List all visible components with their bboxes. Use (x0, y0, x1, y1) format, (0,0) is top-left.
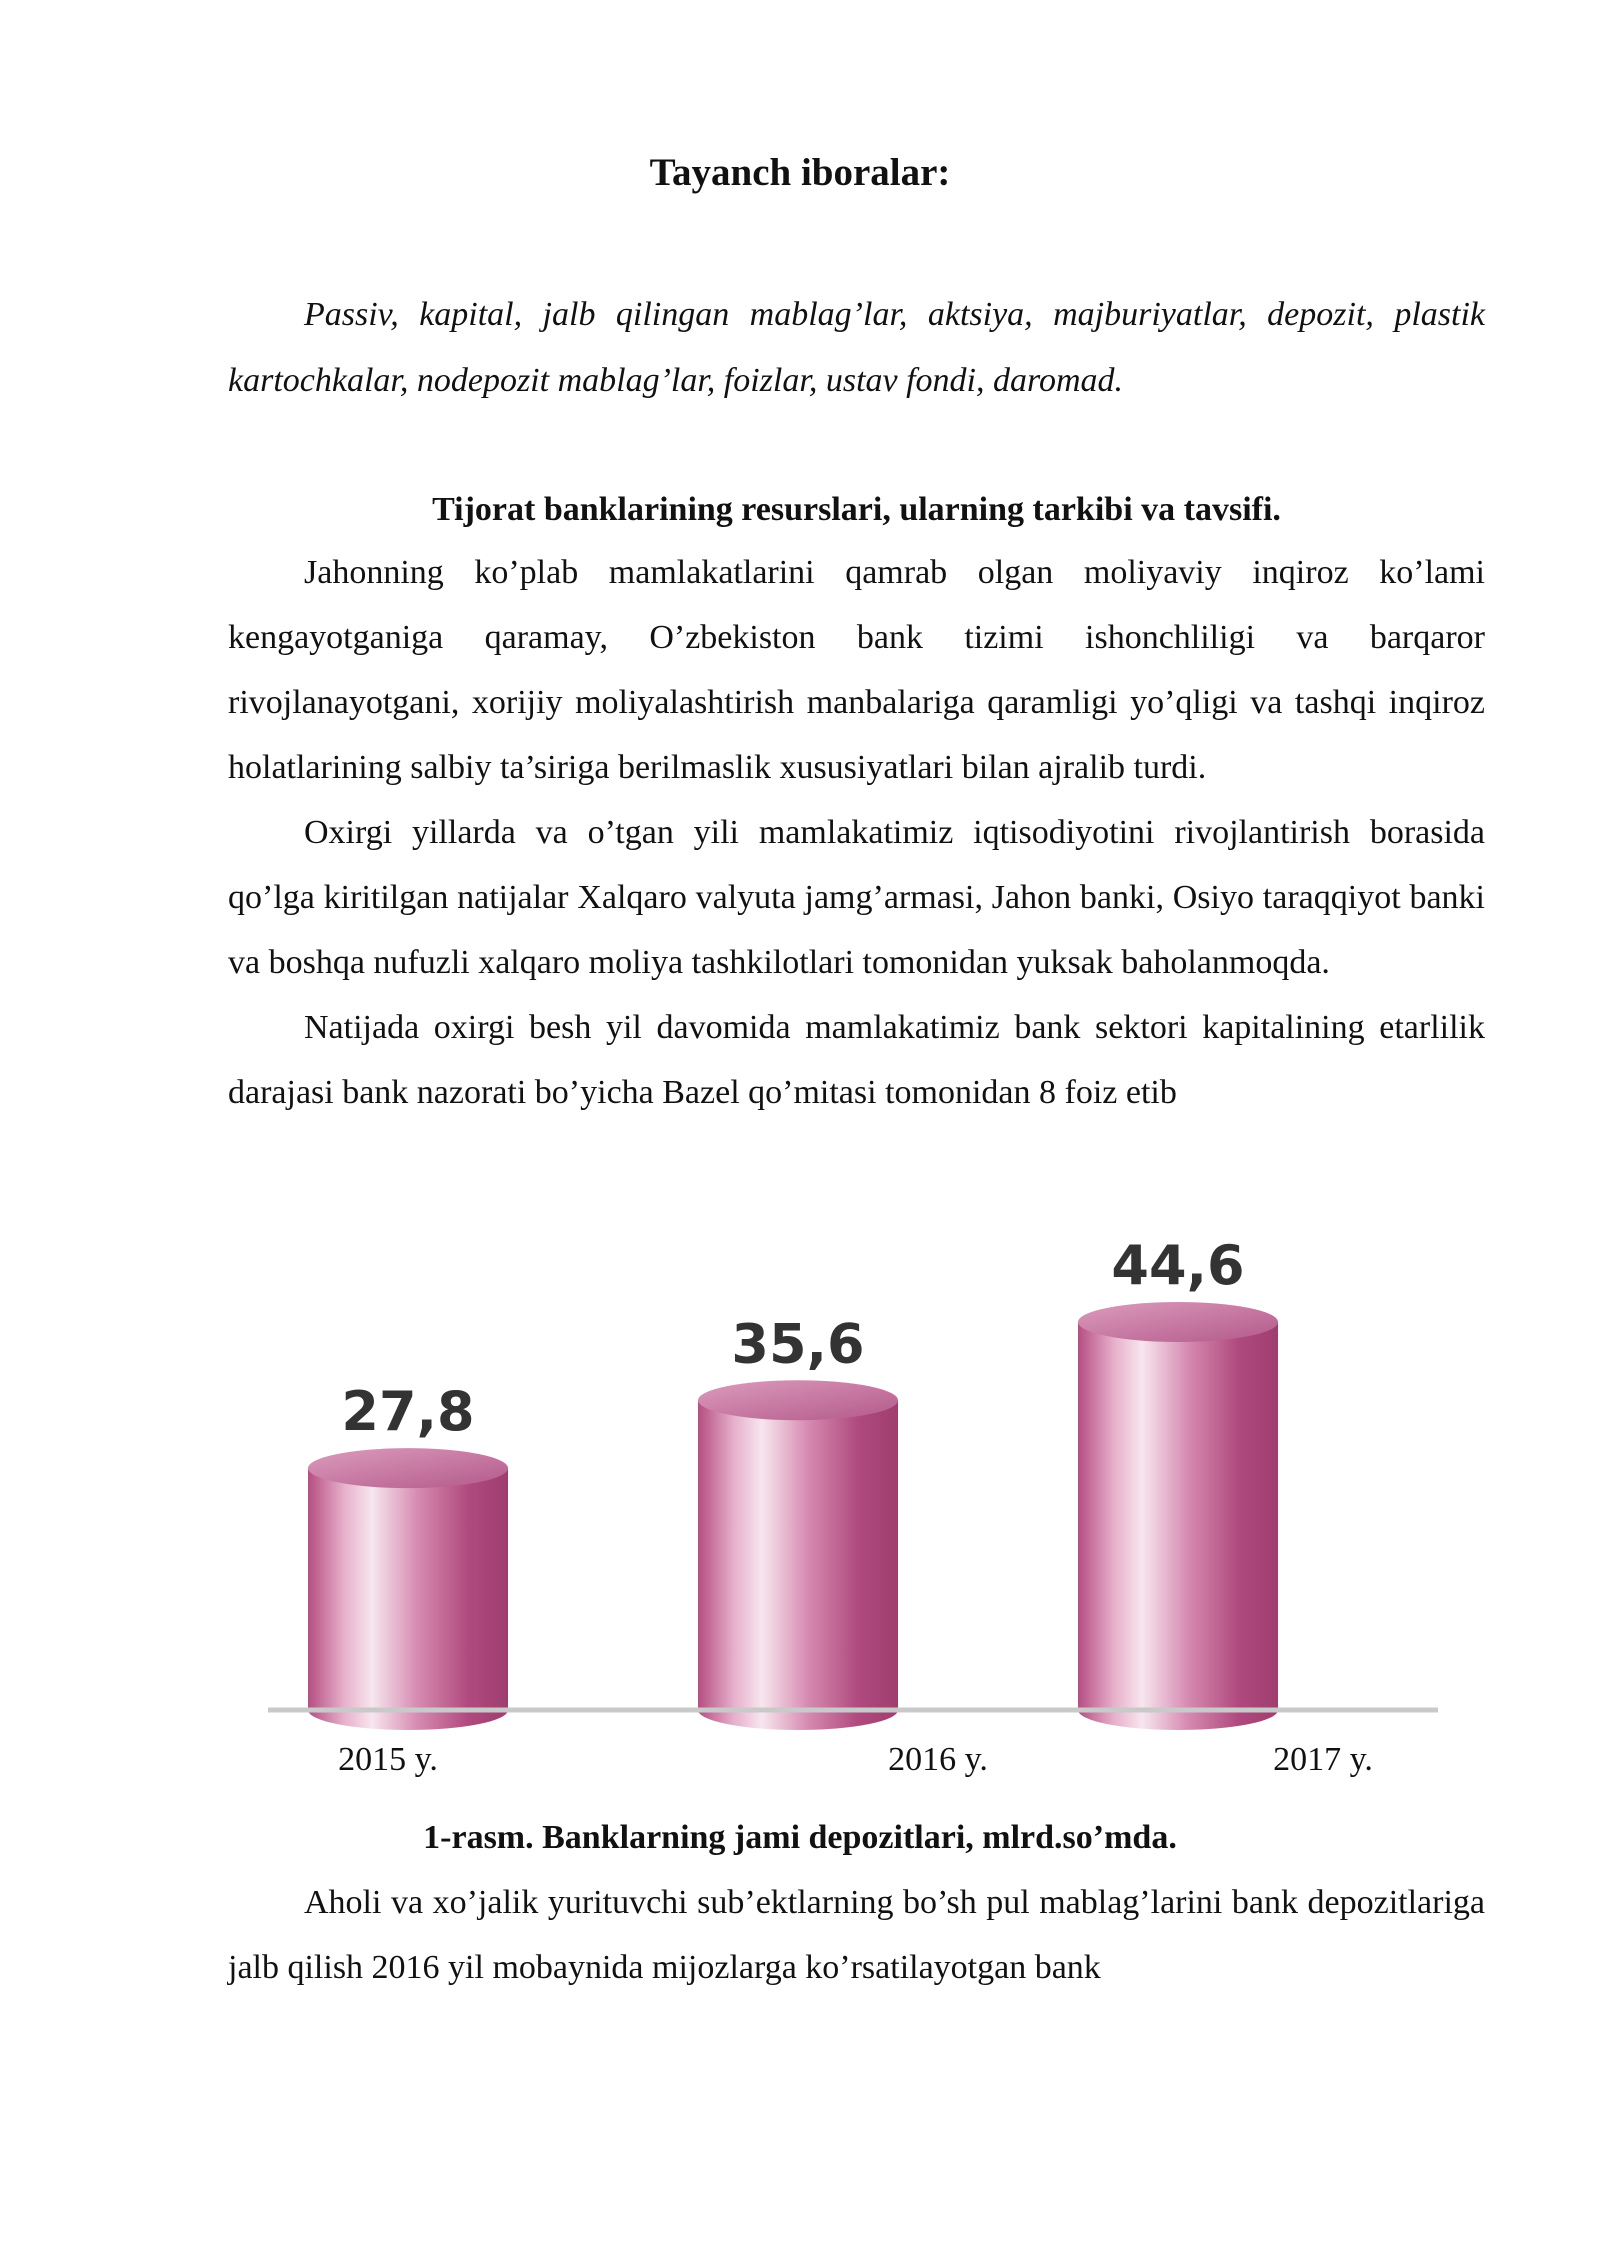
bar-body (308, 1468, 508, 1730)
value-label-2: 35,6 (731, 1312, 865, 1376)
value-label-1: 27,8 (341, 1380, 475, 1444)
bar-top (1078, 1302, 1278, 1342)
bar-3 (1078, 1302, 1278, 1730)
bar-2 (698, 1380, 898, 1730)
bar-1 (308, 1448, 508, 1730)
chart-svg (228, 1190, 1485, 1780)
bar-top (698, 1380, 898, 1420)
paragraph-2: Oxirgi yillarda va o’tgan yili mamlakatimiz iqtisodiyotini rivojlantirish borasida qo’lga kiritilgan natijalar Xalqaro valyuta jamg’armasi, Jahon banki, Osiyo taraqqiyot banki va boshqa nufuzli xalqaro moliya tashkilotlari tomonidan yuksak baholanmoqda. (228, 814, 1485, 981)
bar-top (308, 1448, 508, 1488)
value-label-3: 44,6 (1111, 1233, 1245, 1297)
body-text (228, 540, 1485, 1125)
paragraph-1: Jahonning ko’plab mamlakatlarini qamrab olgan moliyaviy inqiroz ko’lami kengayotganiga qaramay, O’zbekiston bank tizimi ishonchliligi va barqaror rivojlanayotgani, xorijiy moliyalashtirish manbalariga qaramligi yo’qligi va tashqi inqiroz holatlarining salbiy ta’siriga berilmaslik xususiyatlari bilan ajralib turdi. (228, 554, 1485, 786)
bar-body (698, 1400, 898, 1730)
paragraph-3: Natijada oxirgi besh yil davomida mamlakatimiz bank sektori kapitalining etarlilik darajasi bank nazorati bo’yicha Bazel qo’mitasi tomonidan 8 foiz etib (228, 1009, 1485, 1111)
bar-body (1078, 1322, 1278, 1730)
category-label-3: 2017 y. (1273, 1741, 1373, 1778)
deposits-chart (228, 1190, 1485, 1780)
category-label-1: 2015 y. (338, 1741, 438, 1778)
paragraph-4: Aholi va xo’jalik yurituvchi sub’ektlarning bo’sh pul mablag’larini bank depozitlariga jalb qilish 2016 yil mobaynida mijozlarga ko’rsatilayotgan bank (228, 1884, 1485, 1986)
page-title: Tayanch iboralar: (649, 151, 951, 194)
section-heading: Tijorat banklarining resurslari, ularning tarkibi va tavsifi. (432, 491, 1281, 528)
keywords-paragraph: Passiv, kapital, jalb qilingan mablag’lar, aktsiya, majburiyatlar, depozit, plastik kartochkalar, nodepozit mablag’lar, foizlar, ustav fondi, daromad. (228, 296, 1485, 399)
figure-caption: 1-rasm. Banklarning jami depozitlari, mlrd.so’mda. (423, 1819, 1177, 1856)
category-label-2: 2016 y. (888, 1741, 988, 1778)
